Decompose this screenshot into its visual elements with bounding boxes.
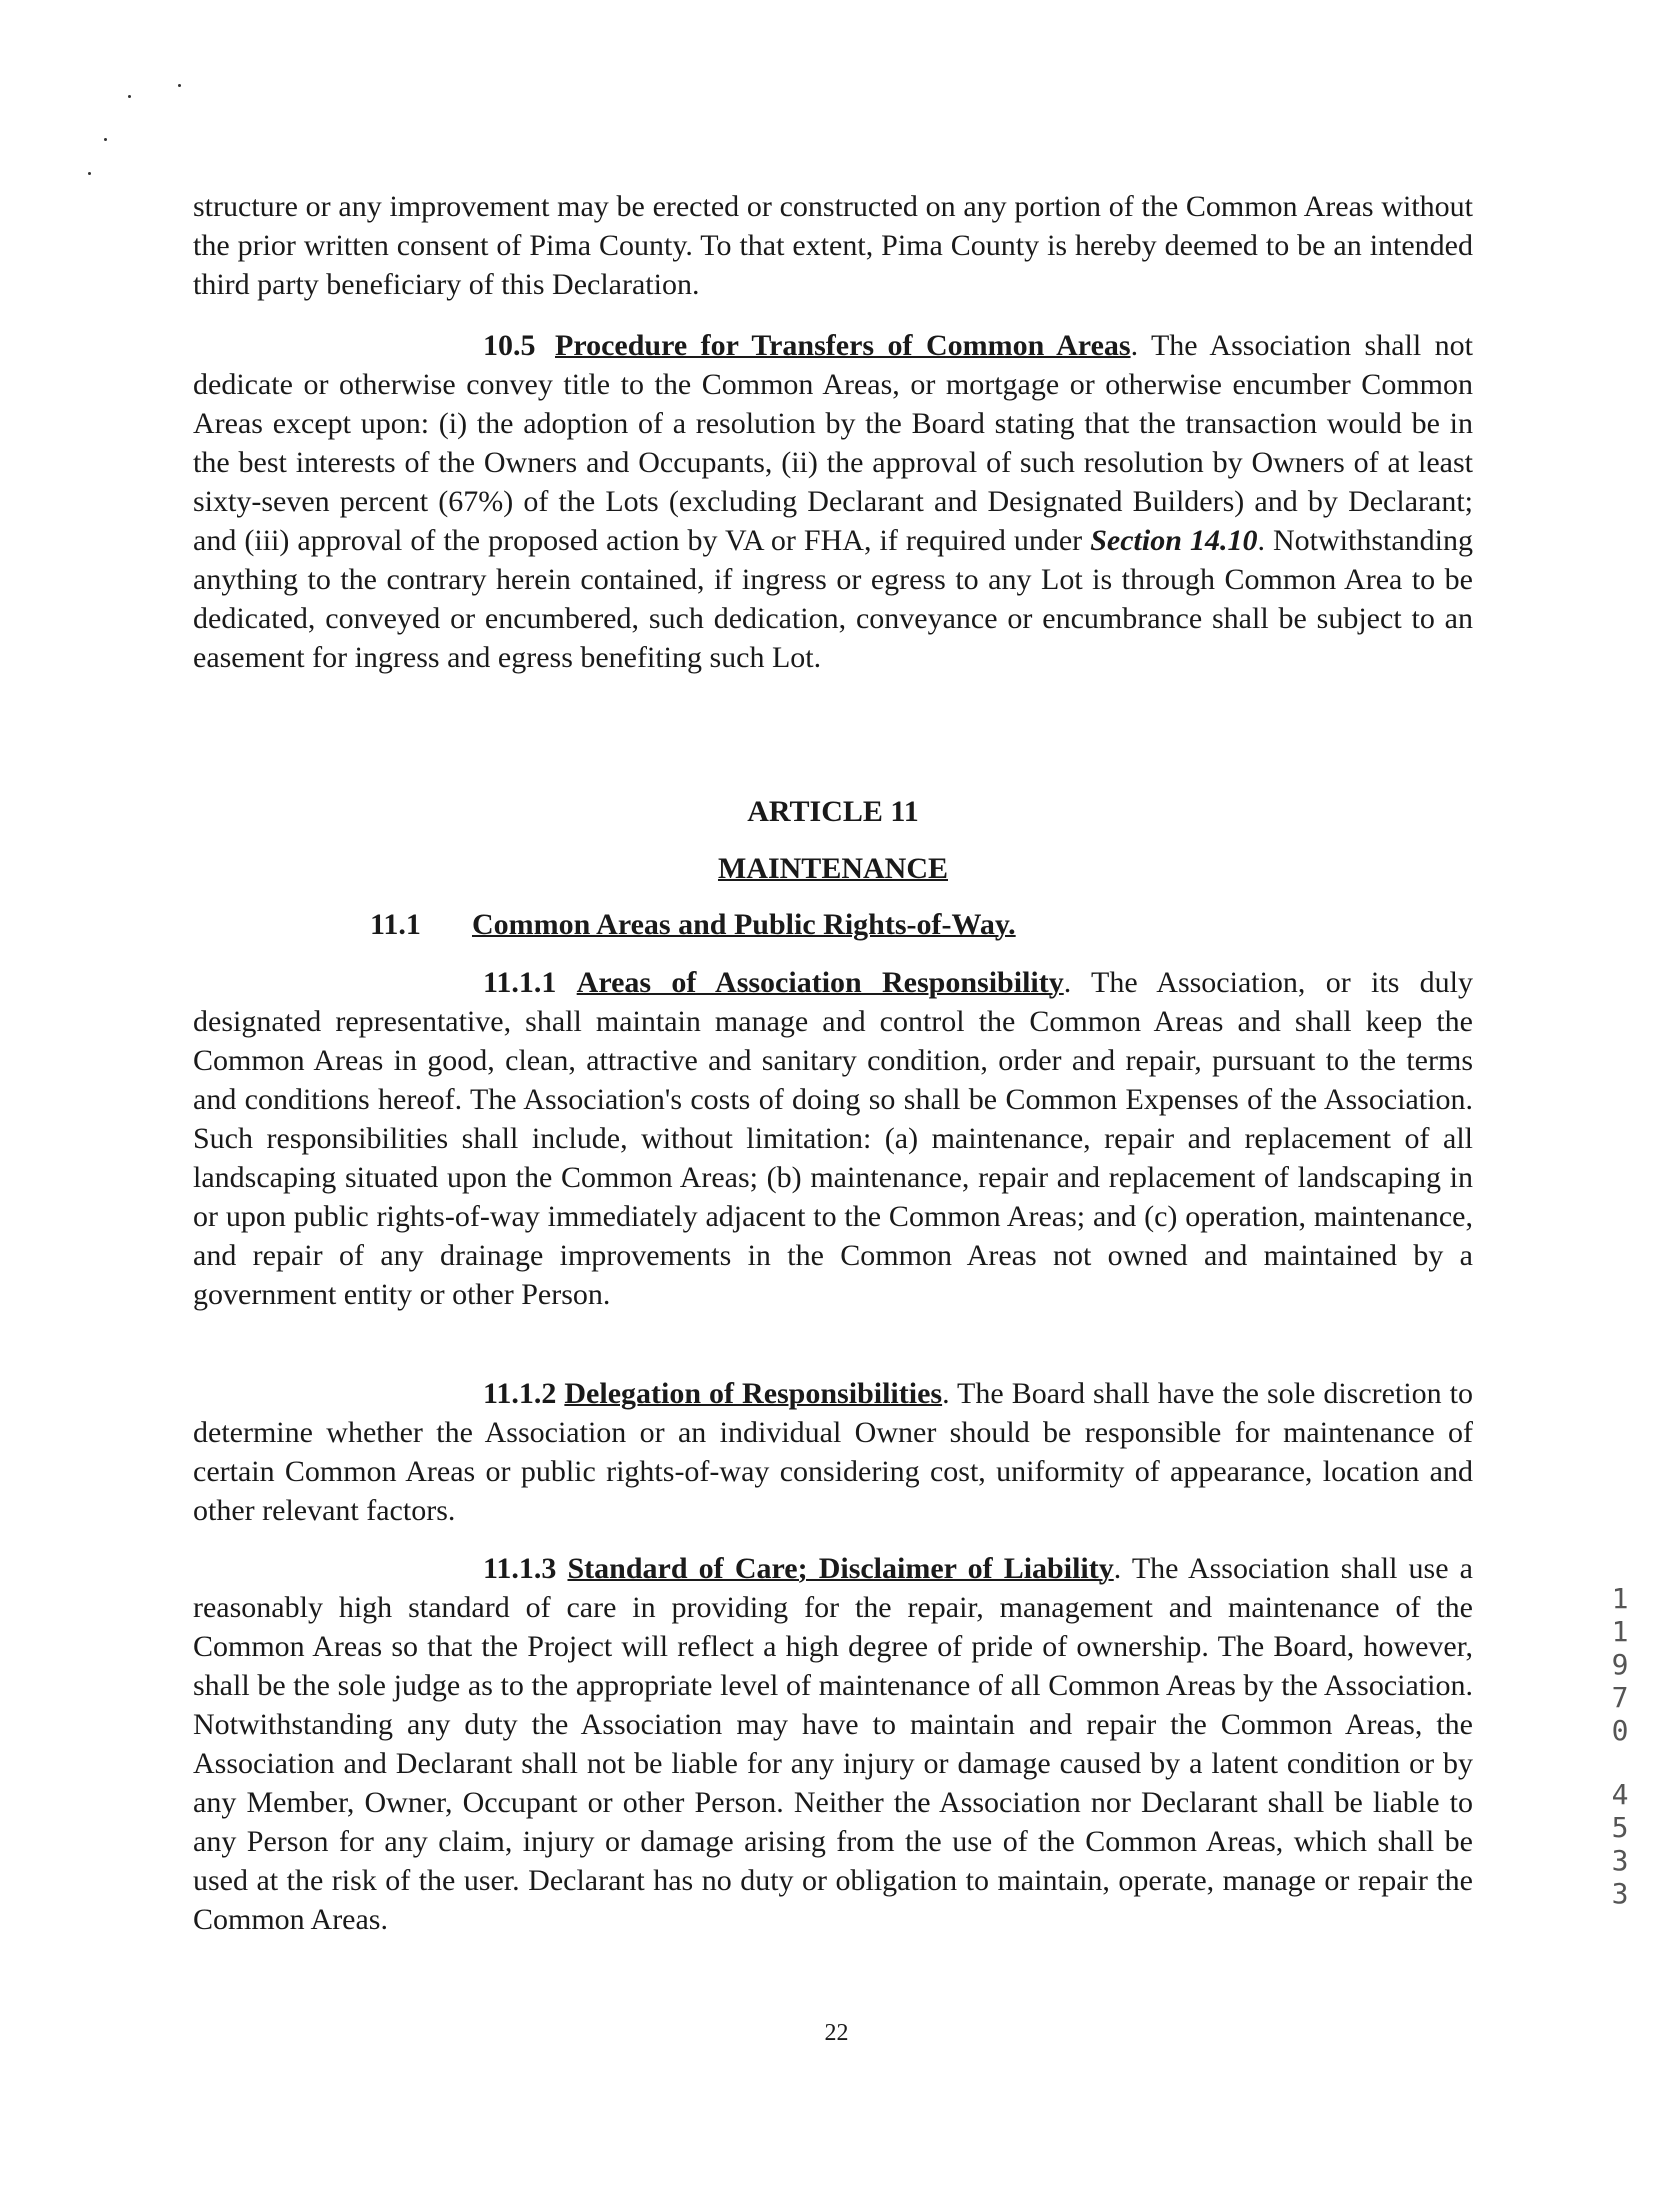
stamp-digit: 7	[1611, 1681, 1629, 1714]
stamp-digit: 3	[1611, 1877, 1629, 1910]
section-title: Standard of Care; Disclaimer of Liability	[567, 1552, 1114, 1585]
section-title: Procedure for Transfers of Common Areas	[555, 329, 1131, 362]
section-reference: Section 14.10	[1090, 524, 1258, 557]
stamp-digit: 1	[1611, 1582, 1629, 1615]
margin-stamp-bottom	[1600, 1778, 1640, 1910]
section-body: . The Association shall use a reasonably high standard of care in providing for the repair, management and maintenance of the Common Areas so that the Project will reflect a high degree of pride of ownership. The Board, however, shall be the sole judge as to the appropriate level of maintenance of all Common Areas by the Association. Notwithstanding any duty the Association may have to maintain and repair the Common Areas, the Association and Declarant shall not be liable for any injury or damage caused by a latent condition or by any Member, Owner, Occupant or other Person. Neither the Association nor Declarant shall be liable to any Person for any claim, injury or damage arising from the use of the Common Areas, which shall be used at the risk of the user. Declarant has no duty or obligation to maintain, operate, manage or repair the Common Areas.	[193, 1552, 1473, 1936]
stamp-digit: 1	[1611, 1615, 1629, 1648]
page-number: 22	[824, 2020, 849, 2046]
scan-speck	[88, 172, 91, 175]
stamp-digit: 9	[1611, 1648, 1629, 1681]
section-number: 11.1.3	[483, 1552, 557, 1585]
scan-speck	[128, 95, 131, 98]
section-title: Delegation of Responsibilities	[564, 1377, 943, 1410]
section-11-1-1	[193, 963, 1473, 1314]
scan-speck	[104, 138, 107, 141]
section-title: Areas of Association Responsibility	[576, 966, 1064, 999]
continuation-paragraph: structure or any improvement may be erected or constructed on any portion of the Common Areas without the prior written consent of Pima County. To that extent, Pima County is hereby deemed to be an intended third party beneficiary of this Declaration.	[193, 190, 1473, 301]
section-title: Common Areas and Public Rights-of-Way.	[472, 908, 1016, 941]
section-number: 10.5	[483, 329, 536, 362]
stamp-digit: 4	[1611, 1778, 1629, 1811]
section-number: 11.1	[370, 908, 421, 941]
section-10-5	[193, 326, 1473, 677]
section-11-1	[370, 908, 1016, 942]
section-number: 11.1.1	[483, 966, 557, 999]
section-number: 11.1.2	[483, 1377, 557, 1410]
section-body: . Notwithstanding anything to the contrary herein contained, if ingress or egress to any Lot is through Common Area to be dedicated, conveyed or encumbered, such dedication, conveyance or encumbrance shall be subject to an easement for ingress and egress benefiting such Lot.	[193, 524, 1474, 674]
section-body: . The Board shall have the sole discretion to determine whether the Association or an individual Owner should be responsible for maintenance of certain Common Areas or public rights-of-way considering cost, uniformity of appearance, location and other relevant factors.	[193, 1377, 1473, 1527]
stamp-digit: 5	[1611, 1811, 1629, 1844]
scan-speck	[178, 84, 181, 87]
article-heading: ARTICLE 11	[747, 795, 919, 828]
article-title: MAINTENANCE	[717, 852, 948, 885]
margin-stamp-top	[1600, 1582, 1640, 1747]
section-11-1-2	[193, 1374, 1473, 1530]
section-body: . The Association, or its duly designated representative, shall maintain manage and control the Common Areas and shall keep the Common Areas in good, clean, attractive and sanitary condition, order and repair, pursuant to the terms and conditions hereof. The Association's costs of doing so shall be Common Expenses of the Association. Such responsibilities shall include, without limitation: (a) maintenance, repair and replacement of all landscaping situated upon the Common Areas; (b) maintenance, repair and replacement of landscaping in or upon public rights-of-way immediately adjacent to the Common Areas; and (c) operation, maintenance, and repair of any drainage improvements in the Common Areas not owned and maintained by a government entity or other Person.	[193, 966, 1474, 1311]
section-11-1-3	[193, 1549, 1473, 1939]
section-body: . The Association shall not dedicate or otherwise convey title to the Common Areas, or mortgage or otherwise encumber Common Areas except upon: (i) the adoption of a resolution by the Board stating that the transaction would be in the best interests of the Owners and Occupants, (ii) the approval of such resolution by Owners of at least sixty-seven percent (67%) of the Lots (excluding Declarant and Designated Builders) and by Declarant; and (iii) approval of the proposed action by VA or FHA, if required under	[193, 329, 1473, 557]
stamp-digit: 3	[1611, 1844, 1629, 1877]
stamp-digit: 0	[1611, 1714, 1629, 1747]
